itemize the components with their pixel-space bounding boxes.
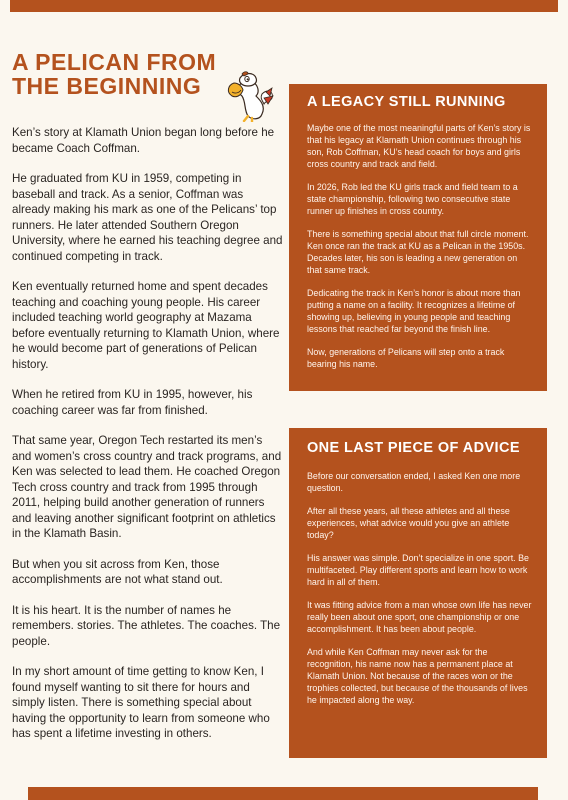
advice-paragraph: Before our conversation ended, I asked Ken one more question. — [307, 471, 521, 493]
legacy-sidebar-panel — [289, 84, 547, 391]
body-paragraph: It is his heart. It is the number of names he remembers. stories. The athletes. The coaches. The people. — [12, 603, 281, 648]
legacy-paragraph: Dedicating the track in Ken’s honor is about more than putting a name on a facility. It recognizes a lifetime of showing up, believing in young people and teaching lessons that reached far beyond the finish line. — [307, 288, 521, 334]
legacy-paragraph: Now, generations of Pelicans will step onto a track bearing his name. — [307, 347, 505, 369]
legacy-panel-body — [289, 112, 547, 370]
advice-sidebar-panel — [289, 428, 547, 758]
legacy-panel-title: A LEGACY STILL RUNNING — [307, 94, 506, 110]
article-body — [12, 125, 284, 757]
advice-panel-title: ONE LAST PIECE OF ADVICE — [307, 440, 520, 456]
legacy-paragraph: There is something special about that full circle moment. Ken once ran the track at KU as a Pelican in the 1950s. Decades later, his son is leading a new generation on that same track. — [307, 229, 529, 275]
body-paragraph: He graduated from KU in 1959, competing in baseball and track. As a senior, Coffman was already making his mark as one of the Pelicans’ top runners. He later attended Southern Oregon University, where he earned his teaching degree and continued competing in track. — [12, 172, 283, 263]
body-paragraph: Ken eventually returned home and spent decades teaching and coaching young people. His career included teaching world geography at Mazama before eventually returning to Klamath Union, where he would become part of generations of Pelican history. — [12, 280, 280, 371]
advice-panel-body — [289, 458, 547, 706]
advice-paragraph: His answer was simple. Don’t specialize in one sport. Be multifaceted. Play different sports and learn how to work hard in all of them. — [307, 553, 529, 587]
body-paragraph: In my short amount of time getting to know Ken, I found myself wanting to sit there for hours and simply listen. There is something special about having the opportunity to learn from someone who has spent a lifetime investing in others. — [12, 665, 270, 740]
legacy-paragraph: Maybe one of the most meaningful parts of Ken’s story is that his legacy at Klamath Union continues through his son, Rob Coffman, KU’s head coach for boys and girls cross country and track and field. — [307, 123, 531, 169]
body-paragraph: That same year, Oregon Tech restarted its men’s and women’s cross country and track programs, and Ken was selected to lead them. He coached Oregon Tech cross country and track from 1995 through 2011, helping build another generation of runners and leaving another significant footprint on athletics in the Klamath Basin. — [12, 434, 282, 540]
body-paragraph: But when you sit across from Ken, those accomplishments are not what stand out. — [12, 557, 223, 586]
bottom-accent-bar — [28, 787, 538, 800]
legacy-paragraph: In 2026, Rob led the KU girls track and field team to a state championship, following two consecutive state runner up finishes in cross country. — [307, 182, 518, 216]
headline-line-1: A PELICAN FROM — [12, 49, 217, 75]
headline-line-2: THE BEGINNING — [12, 73, 202, 99]
advice-paragraph: And while Ken Coffman may never ask for the recognition, his name now has a permanent place at Klamath Union. Not because of the races won or the trophies collected, but because of the thousands of lives he impacted along the way. — [307, 647, 528, 705]
advice-paragraph: After all these years, all these athletes and all these experiences, what advice would you give an athlete today? — [307, 506, 510, 540]
pelican-mascot-icon — [226, 70, 276, 122]
article-headline — [12, 50, 242, 98]
body-paragraph: Ken’s story at Klamath Union began long before he became Coach Coffman. — [12, 126, 275, 155]
top-accent-bar — [10, 0, 558, 12]
body-paragraph: When he retired from KU in 1995, however, his coaching career was far from finished. — [12, 388, 253, 417]
advice-paragraph: It was fitting advice from a man whose own life has never really been about one sport, one championship or one accomplishment. It has been about people. — [307, 600, 532, 634]
